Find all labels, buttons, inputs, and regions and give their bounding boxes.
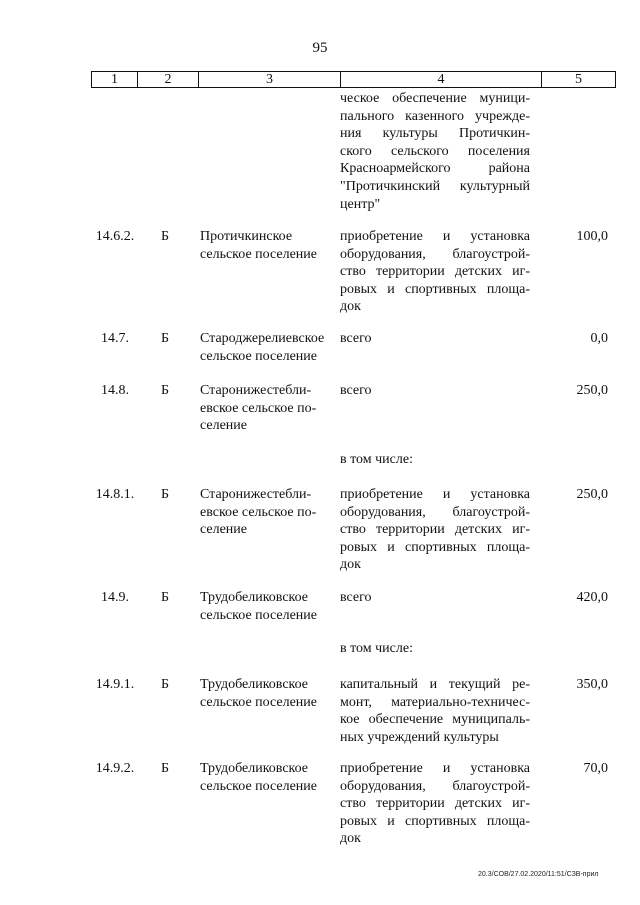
- row-type: Б: [160, 761, 170, 776]
- column-header-4: 4: [341, 72, 542, 87]
- continuation-line: "Протичкинский культурный: [340, 178, 530, 194]
- row-number: 14.8.1.: [95, 487, 135, 502]
- row-number: 14.9.: [101, 590, 129, 605]
- org-line: Старонижестебли-: [200, 487, 312, 502]
- org-line: Трудобеликовское: [200, 761, 309, 776]
- row-number: 14.8.: [101, 383, 129, 398]
- row-description: [340, 760, 530, 848]
- desc-line: док: [340, 557, 361, 573]
- desc-line: приобретение и установка: [340, 487, 530, 502]
- org-line: евское сельское по-: [200, 504, 317, 520]
- desc-line: оборудования, благоустрой-: [340, 504, 530, 520]
- row-type: Б: [160, 590, 170, 605]
- row-number: 14.9.1.: [95, 677, 135, 692]
- desc-line: оборудования, благоустрой-: [340, 778, 530, 794]
- row-description: [340, 676, 530, 746]
- org-line: евское сельское по-: [200, 400, 317, 416]
- row-amount: 0,0: [590, 331, 608, 346]
- row-type: Б: [160, 383, 170, 398]
- row-description: [340, 382, 530, 400]
- desc-line: кое обеспечение муниципаль-: [340, 712, 530, 728]
- row-organization: [200, 676, 336, 711]
- org-line: селение: [200, 522, 247, 538]
- column-header-5: 5: [575, 72, 582, 87]
- row-type: Б: [160, 331, 170, 346]
- row-amount: 100,0: [576, 229, 608, 244]
- row-organization: [200, 330, 336, 365]
- desc-line: приобретение и установка: [340, 761, 530, 776]
- desc-line: ство территории детских иг-: [340, 796, 530, 812]
- row-organization: [200, 760, 336, 795]
- row-description: [340, 640, 530, 658]
- desc-line: монт, материально-техничес-: [340, 694, 530, 710]
- org-line: сельское поселение: [200, 694, 317, 710]
- row-amount: 350,0: [576, 677, 608, 692]
- desc-line: в том числе:: [340, 641, 413, 656]
- desc-line: ровых и спортивных площа-: [340, 539, 530, 555]
- org-line: Трудобеликовское: [200, 677, 309, 692]
- row-amount: 70,0: [583, 761, 608, 776]
- row-description: [340, 486, 530, 574]
- document-footer-code: 20.3/COB/27.02.2020/11:51/СЗВ-прил: [478, 871, 599, 878]
- org-line: сельское поселение: [200, 778, 317, 794]
- desc-line: оборудования, благоустрой-: [340, 246, 530, 262]
- continuation-line: пального казенного учрежде-: [340, 108, 530, 124]
- row-organization: [200, 228, 336, 263]
- row-number: 14.6.2.: [95, 229, 135, 244]
- org-line: сельское поселение: [200, 607, 317, 623]
- org-line: Староджерелиевское: [200, 331, 325, 346]
- row-amount: 250,0: [576, 487, 608, 502]
- desc-line: док: [340, 831, 361, 847]
- org-line: Протичкинское: [200, 229, 293, 244]
- org-line: сельское поселение: [200, 246, 317, 262]
- org-line: сельское поселение: [200, 348, 317, 364]
- row-organization: [200, 486, 336, 539]
- desc-line: ство территории детских иг-: [340, 264, 530, 280]
- desc-line: ство территории детских иг-: [340, 522, 530, 538]
- column-header-3: 3: [199, 72, 341, 87]
- org-line: Трудобеликовское: [200, 590, 309, 605]
- desc-line: ных учреждений культуры: [340, 729, 499, 745]
- continuation-line: центр": [340, 196, 381, 212]
- column-header-1: 1: [92, 72, 138, 87]
- desc-line: всего: [340, 590, 372, 605]
- continuation-text: [340, 90, 530, 213]
- row-description: [340, 589, 530, 607]
- row-description: [340, 228, 530, 316]
- org-line: Старонижестебли-: [200, 383, 312, 398]
- desc-line: ровых и спортивных площа-: [340, 813, 530, 829]
- row-amount: 420,0: [576, 590, 608, 605]
- continuation-line: ческое обеспечение муници-: [340, 91, 530, 106]
- desc-line: ровых и спортивных площа-: [340, 281, 530, 297]
- row-description: [340, 451, 530, 469]
- row-type: Б: [160, 487, 170, 502]
- continuation-line: ского сельского поселения: [340, 143, 530, 159]
- desc-line: в том числе:: [340, 452, 413, 467]
- desc-line: приобретение и установка: [340, 229, 530, 244]
- row-amount: 250,0: [576, 383, 608, 398]
- row-type: Б: [160, 229, 170, 244]
- row-organization: [200, 382, 336, 435]
- desc-line: док: [340, 299, 361, 315]
- column-header-2: 2: [138, 72, 199, 87]
- row-number: 14.9.2.: [95, 761, 135, 776]
- desc-line: всего: [340, 331, 372, 346]
- desc-line: всего: [340, 383, 372, 398]
- row-number: 14.7.: [101, 331, 129, 346]
- column-header-row: [91, 71, 616, 88]
- continuation-line: Красноармейского района: [340, 161, 530, 177]
- org-line: селение: [200, 418, 247, 434]
- row-organization: [200, 589, 336, 624]
- row-description: [340, 330, 530, 348]
- page-number: 95: [312, 40, 328, 56]
- row-type: Б: [160, 677, 170, 692]
- continuation-line: ния культуры Протичкин-: [340, 126, 530, 142]
- desc-line: капитальный и текущий ре-: [340, 677, 530, 692]
